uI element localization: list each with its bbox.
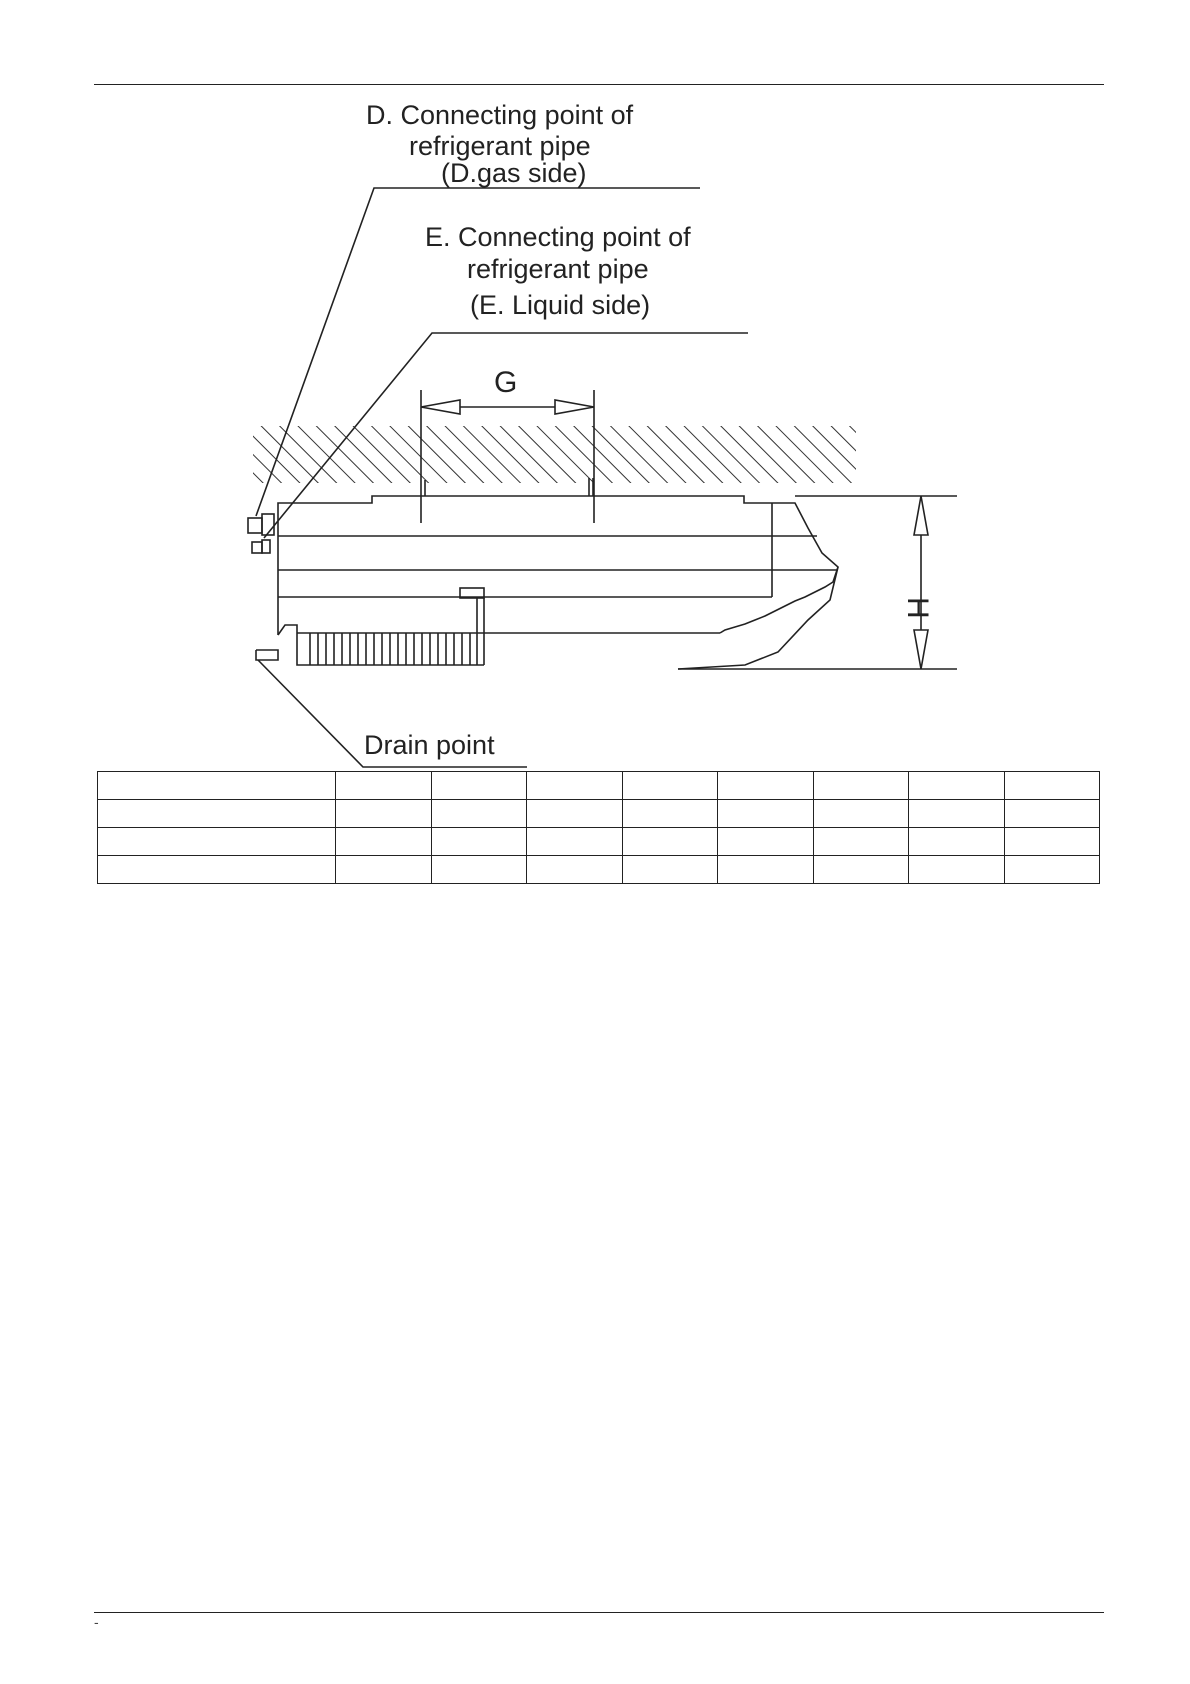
table-cell [527,828,623,856]
label-d-line2: refrigerant pipe [409,131,591,161]
pipe-connectors [248,514,274,553]
table-cell [431,772,527,800]
table-cell [813,856,909,884]
label-g: G [494,366,518,399]
table-cell [622,772,718,800]
table-cell [98,828,336,856]
table-cell [909,772,1005,800]
table-cell [1004,856,1100,884]
h-arrow-bottom [914,630,928,669]
table-cell [431,856,527,884]
table-cell [431,828,527,856]
table-cell [813,800,909,828]
table-cell [622,856,718,884]
table-cell [718,856,814,884]
label-e-line2: refrigerant pipe [467,254,649,284]
label-d-line3: (D.gas side) [441,158,587,188]
table-cell [1004,800,1100,828]
table-cell [527,772,623,800]
table-cell [718,828,814,856]
table-cell [336,828,432,856]
table-cell [813,772,909,800]
table-cell [1004,828,1100,856]
table-row [98,772,1100,800]
return-grille [310,633,470,665]
table-cell [813,828,909,856]
table-cell [527,800,623,828]
footer-rule [94,1612,1104,1613]
table-cell [336,800,432,828]
dimension-table [97,771,1100,884]
indoor-unit-body [278,496,838,669]
table-cell [527,856,623,884]
table-row [98,800,1100,828]
table-cell [622,828,718,856]
table-cell [909,856,1005,884]
table-cell [718,800,814,828]
table-cell [431,800,527,828]
table-cell [1004,772,1100,800]
table-cell [909,828,1005,856]
table-cell [622,800,718,828]
table-cell [909,800,1005,828]
table-cell [98,772,336,800]
ceiling-hatch [253,426,856,483]
table-cell [98,856,336,884]
table-row [98,828,1100,856]
label-e-line3: (E. Liquid side) [470,290,651,320]
drain-outlet [256,650,278,660]
page-mark: - [94,1614,99,1630]
label-d-line1: D. Connecting point of [366,100,634,130]
g-arrow-left [421,400,460,414]
table-cell [336,772,432,800]
table-cell [336,856,432,884]
label-h: H [901,597,934,619]
label-drain-point: Drain point [364,730,495,760]
table-row [98,856,1100,884]
unit-installation-diagram [0,0,1190,780]
h-arrow-top [914,496,928,535]
table-cell [718,772,814,800]
label-e-line1: E. Connecting point of [425,222,691,252]
g-arrow-right [555,400,594,414]
table-cell [98,800,336,828]
